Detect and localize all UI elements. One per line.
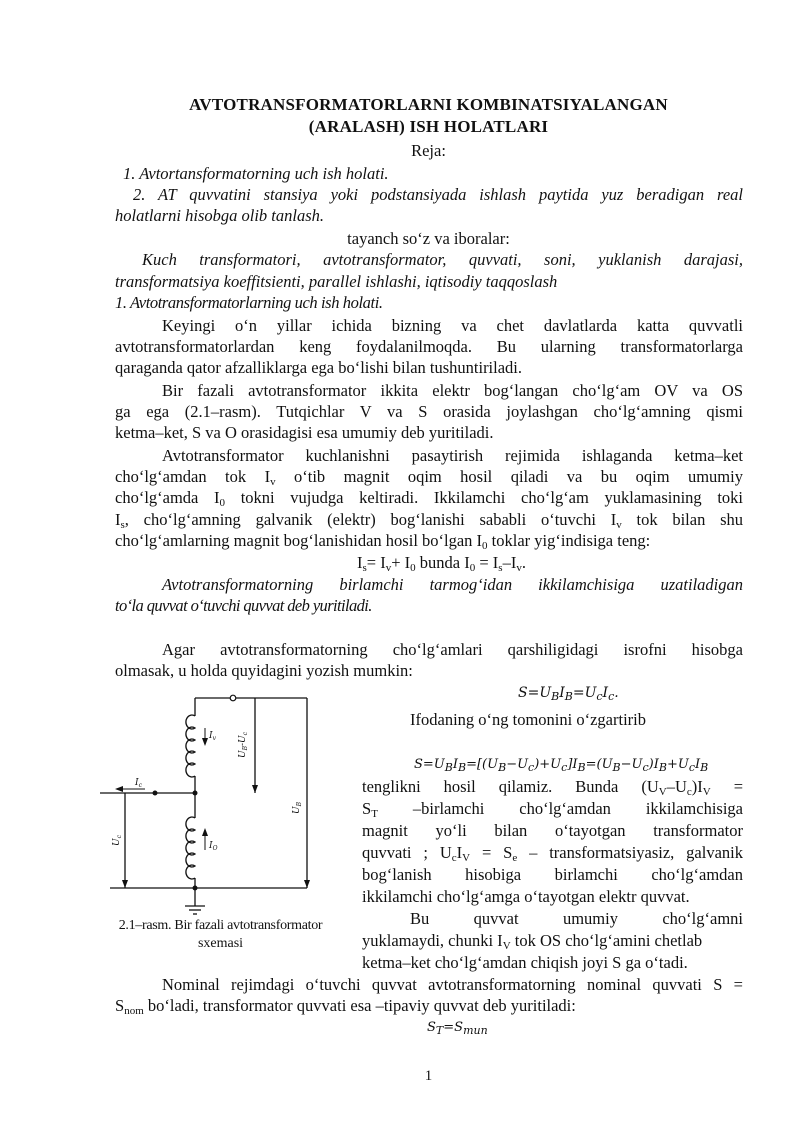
plan-item-2: 2. AT quvvatini stansiya yoki podstansiyada ishlash paytida yuz beradigan real — [133, 185, 743, 204]
right-line-7: Bu quvvat umumiy cho‘lg‘amni — [410, 909, 743, 928]
autotransformer-diagram — [95, 688, 355, 918]
section-heading: 1. Avtotransformatorlarning uch ish holati. — [115, 293, 383, 312]
italic-line-2: to‘la quvvat o‘tuvchi quvvat deb yuritiladi. — [115, 596, 372, 615]
p1-line-1: Keyingi o‘n yillar ichida bizning va chet davlatlarda katta quvvatli — [162, 316, 743, 335]
p1-line-3: qaraganda qator afzalliklarga ega bo‘lishi bilan tushuntiriladi. — [115, 358, 523, 377]
series-winding-coil — [186, 715, 195, 777]
p3-line-4: $I_s$, cho‘lg‘amning galvanik (elektr) bog‘lanishi sababli o‘tuvchi $I_v$ tok bilan shu — [115, 510, 744, 531]
input-terminal — [230, 695, 236, 701]
right-line-2: $S_T$ –birlamchi cho‘lg‘amdan ikkilamchisiga — [362, 799, 743, 820]
keywords-line-1: Kuch transformatori, avtotransformator, quvvati, soni, yuklanish darajasi, — [142, 250, 743, 269]
p4-line-2: olmasak, u holda quyidagini yozish mumkin: — [115, 661, 413, 680]
p2-line-1: Bir fazali avtotransformator ikkita elektr bog‘langan cho‘lg‘am OV va OS — [162, 381, 743, 400]
p2-line-3: ketma–ket, S va O orasidagisi esa umumiy deb yuritiladi. — [115, 423, 494, 442]
p3-line-2: cho‘lg‘amdan tok $I_v$ o‘tib magnit oqim hosil qiladi va bu oqim umumiy — [115, 467, 743, 488]
right-line-3: magnit yo‘li bilan o‘tayotgan transformator — [362, 821, 743, 840]
label-iv: $I_v$ — [209, 731, 216, 742]
formula-power: $S=U_BI_B=U_cI_c$. — [518, 685, 619, 703]
figure-caption-line-1: 2.1–rasm. Bir fazali avtotransformator — [118, 918, 323, 933]
p3-line-3: cho‘lg‘amda $I_0$ tokni vujudga keltiradi. Ikkilamchi cho‘lg‘am yuklamasining toki — [115, 488, 743, 509]
p3-line-5: cho‘lg‘amlarning magnit bog‘lanishidan hosil bo‘lgan $I_0$ toklar yig‘indisiga teng: — [115, 531, 651, 552]
right-line-9: ketma–ket cho‘lg‘amdan chiqish joyi S ga o‘tadi. — [362, 953, 688, 972]
common-winding-coil — [186, 817, 195, 879]
formula-current-sum: $I_s= I_v+ I_0$ bunda $I_0 = I_s-I_v$. — [357, 553, 526, 574]
label-uv-uc: $U_B-U_c$ — [238, 731, 249, 758]
p5-intro: Ifodaning o‘ng tomonini o‘zgartirib — [410, 710, 646, 729]
label-ic: $I_c$ — [135, 778, 142, 789]
p1-line-2: avtotransformatorlardan keng foydalanilmoqda. Bu ularning transformatorlarga — [115, 337, 743, 356]
right-line-4: quvvati ; $U_cI_V = S_e$ – transformatsiyasiz, galvanik — [362, 843, 743, 864]
keywords-line-2: transformatsiya koeffitsienti, parallel ishlashi, iqtisodiy taqqoslash — [115, 272, 558, 291]
title-line-2: (ARALASH) ISH HOLATLARI — [308, 117, 549, 136]
right-line-5: bog‘lanish hisobiga birlamchi cho‘lg‘amdan — [362, 865, 743, 884]
title-line-1: AVTOTRANSFORMATORLARNI KOMBINATSIYALANGAN — [189, 95, 668, 114]
output-node — [153, 791, 158, 796]
label-ub: $U_B$ — [292, 801, 303, 814]
p6-line-1: Nominal rejimdagi o‘tuvchi quvvat avtotransformatorning nominal quvvati S = — [162, 975, 743, 994]
label-i0: $I_O$ — [209, 841, 218, 852]
figure-caption-line-2: sxemasi — [197, 936, 244, 951]
plan-item-1: 1. Avtortansformatorning uch ish holati. — [123, 164, 389, 183]
p2-line-2: ga ega (2.1–rasm). Tutqichlar V va S orasida joylashgan cho‘lg‘amning qismi — [115, 402, 743, 421]
plan-item-2-cont: holatlarni hisobga olib tanlash. — [115, 206, 325, 225]
formula-typical-power: $S_T=S_{mun}$ — [427, 1020, 488, 1037]
tap-node — [193, 791, 198, 796]
page-number: 1 — [424, 1068, 433, 1084]
label-uc: $U_c$ — [112, 835, 123, 846]
keywords-heading: tayanch so‘z va iboralar: — [347, 229, 510, 248]
right-line-1: tenglikni hosil qilamiz. Bunda $(U_V-U_c)I_V$ = — [362, 777, 743, 798]
right-line-6: ikkilamchi cho‘lg‘amga o‘tayotgan elektr quvvat. — [362, 887, 690, 906]
italic-line-1: Avtotransformatorning birlamchi tarmog‘idan ikkilamchisiga uzatiladigan — [162, 575, 743, 594]
plan-heading: Reja: — [411, 141, 446, 160]
formula-expanded: $S=U_BI_B=[(U_B-U_c)+U_c]I_B=(U_B-U_c)I_B+U_cI_B$ — [414, 757, 709, 774]
p4-line-1: Agar avtotransformatorning cho‘lg‘amlari qarshiligidagi isrofni hisobga — [162, 640, 743, 659]
p6-line-2: $S_{nom}$ bo‘ladi, transformator quvvati esa –tipaviy quvvat deb yuritiladi: — [115, 996, 576, 1017]
bottom-node — [193, 886, 198, 891]
p3-line-1: Avtotransformator kuchlanishni pasaytirish rejimida ishlaganda ketma–ket — [162, 446, 743, 465]
right-line-8: yuklamaydi, chunki $I_V$ tok OS cho‘lg‘amini chetlab — [362, 931, 703, 952]
